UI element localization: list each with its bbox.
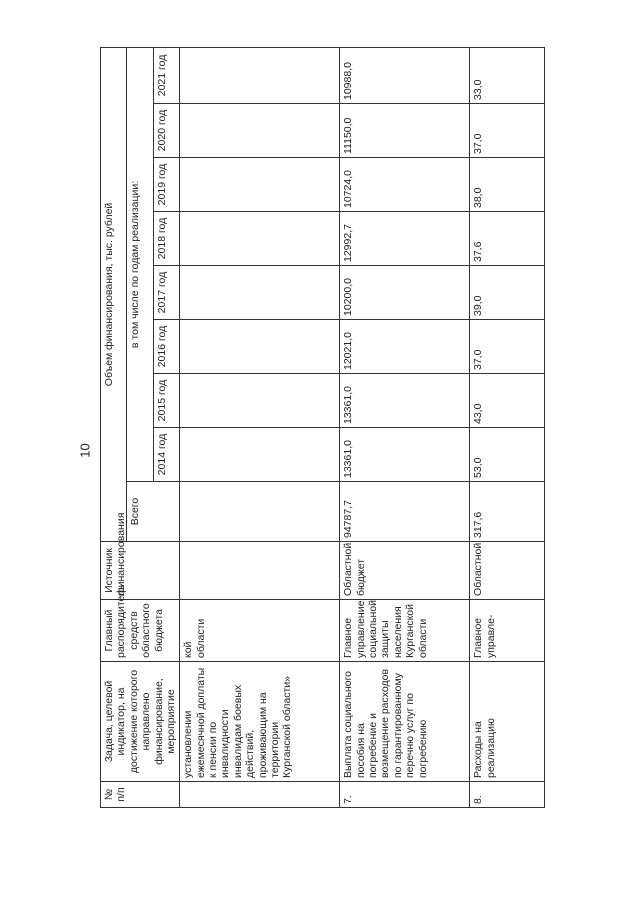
cell-source: Областной	[470, 542, 545, 600]
cell-total: 94787,7	[340, 482, 470, 542]
cell-task: Выплата социального пособия на погребение и возмещение расходов по гарантированному перечню услуг по погребению	[340, 662, 470, 782]
header-task: Задача, целевой индикатор, на достижение которого направлено финансирование, мероприятие	[101, 662, 180, 782]
cell-year-value: 13361,0	[340, 428, 470, 482]
cell-total: 317,6	[470, 482, 545, 542]
header-year: 2019 год	[154, 158, 180, 212]
cell-year-value: 39,0	[470, 266, 545, 320]
cell-no: 7.	[340, 782, 470, 808]
cell-year-value: 33,0	[470, 47, 545, 103]
header-year: 2014 год	[154, 428, 180, 482]
header-by-year: в том числе по годам реализации:	[127, 47, 154, 481]
header-year: 2018 год	[154, 212, 180, 266]
financing-table	[100, 47, 545, 808]
header-year: 2015 год	[154, 374, 180, 428]
table-row	[180, 47, 340, 807]
cell-task: Расходы на реализацию	[470, 662, 545, 782]
cell-year-value: 10988,0	[340, 47, 470, 103]
cell-year-value: 10200,0	[340, 266, 470, 320]
cell-no: 8.	[470, 782, 545, 808]
cell-year-value	[180, 428, 340, 482]
cell-year-value: 37,6	[470, 212, 545, 266]
cell-year-value: 38,0	[470, 158, 545, 212]
cell-year-value: 13361,0	[340, 374, 470, 428]
header-manager: Главный распорядитель средств областного бюджета	[101, 600, 180, 662]
header-source: Источник финансирования	[101, 542, 180, 600]
cell-source: Областной бюджет	[340, 542, 470, 600]
cell-year-value: 10724,0	[340, 158, 470, 212]
cell-year-value	[180, 47, 340, 103]
cell-manager: Главное управле-	[470, 600, 545, 662]
table-row	[470, 47, 545, 807]
cell-year-value: 12021,0	[340, 320, 470, 374]
header-year: 2021 год	[154, 47, 180, 103]
cell-year-value	[180, 320, 340, 374]
cell-year-value: 11150,0	[340, 104, 470, 158]
cell-total	[180, 482, 340, 542]
header-no: № п/п	[101, 782, 180, 808]
cell-year-value: 37,0	[470, 320, 545, 374]
cell-year-value	[180, 374, 340, 428]
cell-no	[180, 782, 340, 808]
page-number: 10	[77, 443, 93, 458]
header-year: 2020 год	[154, 104, 180, 158]
cell-year-value	[180, 158, 340, 212]
cell-manager: Главное управление социальной защиты населения Курганской области	[340, 600, 470, 662]
header-year: 2017 год	[154, 266, 180, 320]
header-total-volume: Объем финансирования, тыс. рублей	[101, 47, 127, 541]
table-row	[340, 47, 470, 807]
cell-year-value	[180, 212, 340, 266]
rotated-table-frame	[100, 48, 545, 808]
cell-manager: кой области	[180, 600, 340, 662]
cell-year-value: 37,0	[470, 104, 545, 158]
header-row-1	[101, 47, 127, 807]
cell-year-value: 43,0	[470, 374, 545, 428]
header-year: 2016 год	[154, 320, 180, 374]
cell-year-value	[180, 266, 340, 320]
cell-source	[180, 542, 340, 600]
cell-task: установлении ежемесячной доплаты к пенсии по инвалидности инвалидам боевых действий, проживающим на территории Курганской области»	[180, 662, 340, 782]
cell-year-value: 12992,7	[340, 212, 470, 266]
header-total: Всего	[127, 482, 180, 542]
cell-year-value: 53,0	[470, 428, 545, 482]
cell-year-value	[180, 104, 340, 158]
